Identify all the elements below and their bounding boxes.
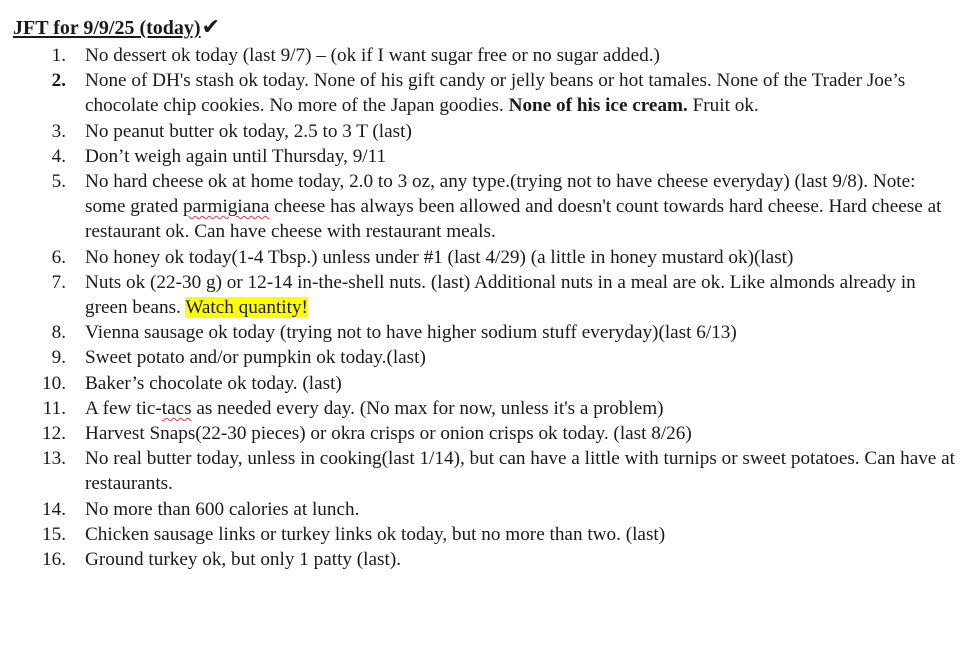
list-item <box>0 446 960 496</box>
checkmark-icon: ✔ <box>201 14 221 39</box>
list-item <box>0 547 960 572</box>
item-number: 11. <box>42 397 66 419</box>
item-text-part: No hard cheese ok at home today, 2.0 to 3 oz, any type.(trying not to have cheese everyday) (last 9/8). Note: some grated <box>85 171 916 218</box>
bold-phrase: None of his ice cream. <box>508 95 688 117</box>
item-text: Vienna sausage ok today (trying not to have higher sodium stuff everyday)(last 6/13) <box>85 322 737 344</box>
item-number: 10. <box>42 372 66 394</box>
list-item <box>0 43 960 68</box>
item-text: Ground turkey ok, but only 1 patty (last). <box>85 549 402 571</box>
item-number: 16. <box>42 549 66 571</box>
item-list <box>0 43 960 572</box>
item-number: 8. <box>51 322 66 344</box>
list-item <box>0 522 960 547</box>
page-title <box>13 14 220 41</box>
item-number: 3. <box>51 120 66 142</box>
spellcheck-word[interactable]: parmigiana <box>183 196 270 218</box>
list-item <box>0 497 960 522</box>
item-text: No peanut butter ok today, 2.5 to 3 T (last) <box>85 120 412 142</box>
item-text <box>85 169 960 245</box>
list-item <box>0 245 960 270</box>
list-item <box>0 345 960 370</box>
item-number: 12. <box>42 423 66 445</box>
item-number: 7. <box>51 271 66 293</box>
spellcheck-word[interactable]: tacs <box>161 397 192 419</box>
list-item <box>0 119 960 144</box>
item-text <box>85 68 960 118</box>
item-text <box>85 270 960 320</box>
item-number: 5. <box>51 171 66 193</box>
item-text: Harvest Snaps(22-30 pieces) or okra crisps or onion crisps ok today. (last 8/26) <box>85 423 692 445</box>
item-number: 1. <box>51 45 66 66</box>
item-text: Chicken sausage links or turkey links ok today, but no more than two. (last) <box>85 523 666 545</box>
list-item <box>0 371 960 396</box>
highlighted-phrase: Watch quantity! <box>185 297 308 319</box>
item-text-part: cheese has always been allowed and doesn't count towards hard cheese. Hard cheese at restaurant ok. Can have cheese with restaurant meals. <box>85 196 942 243</box>
item-number: 4. <box>51 145 66 167</box>
list-item <box>0 396 960 421</box>
item-number: 6. <box>51 246 66 268</box>
item-text: Baker’s chocolate ok today. (last) <box>85 372 342 394</box>
item-text: No honey ok today(1-4 Tbsp.) unless under #1 (last 4/29) (a little in honey mustard ok)(last) <box>85 246 794 268</box>
item-text-part: as needed every day. (No max for now, unless it's a problem) <box>191 397 664 419</box>
item-text: No dessert ok today (last 9/7) – (ok if I want sugar free or no sugar added.) <box>85 45 660 66</box>
item-number: 15. <box>42 523 66 545</box>
title-text: JFT for 9/9/25 (today) <box>13 17 201 39</box>
list-item <box>0 68 960 118</box>
item-text <box>85 396 960 421</box>
item-number: 14. <box>42 498 66 520</box>
list-item <box>0 421 960 446</box>
item-text: Don’t weigh again until Thursday, 9/11 <box>85 145 387 167</box>
item-text: Sweet potato and/or pumpkin ok today.(last) <box>85 347 426 369</box>
item-text-part: Nuts ok (22-30 g) or 12-14 in-the-shell nuts. (last) Additional nuts in a meal are ok. Like almonds already in green beans. <box>85 271 916 319</box>
list-item <box>0 169 960 245</box>
list-item <box>0 320 960 345</box>
list-item <box>0 270 960 320</box>
item-number: 9. <box>51 347 66 369</box>
list-item <box>0 144 960 169</box>
item-text-part: Fruit ok. <box>687 95 759 117</box>
item-text-part: A few tic- <box>85 397 162 419</box>
item-number: 2. <box>51 70 66 92</box>
item-text-part: None of DH's stash ok today. None of his gift candy or jelly beans or hot tamales. None of the Trader Joe’s chocolate chip cookies. No more of the Japan goodies. <box>85 70 906 117</box>
item-text: No more than 600 calories at lunch. <box>85 498 360 520</box>
item-text: No real butter today, unless in cooking(last 1/14), but can have a little with turnips or sweet potatoes. Can have at restaurants. <box>85 448 955 495</box>
item-number: 13. <box>42 448 66 470</box>
